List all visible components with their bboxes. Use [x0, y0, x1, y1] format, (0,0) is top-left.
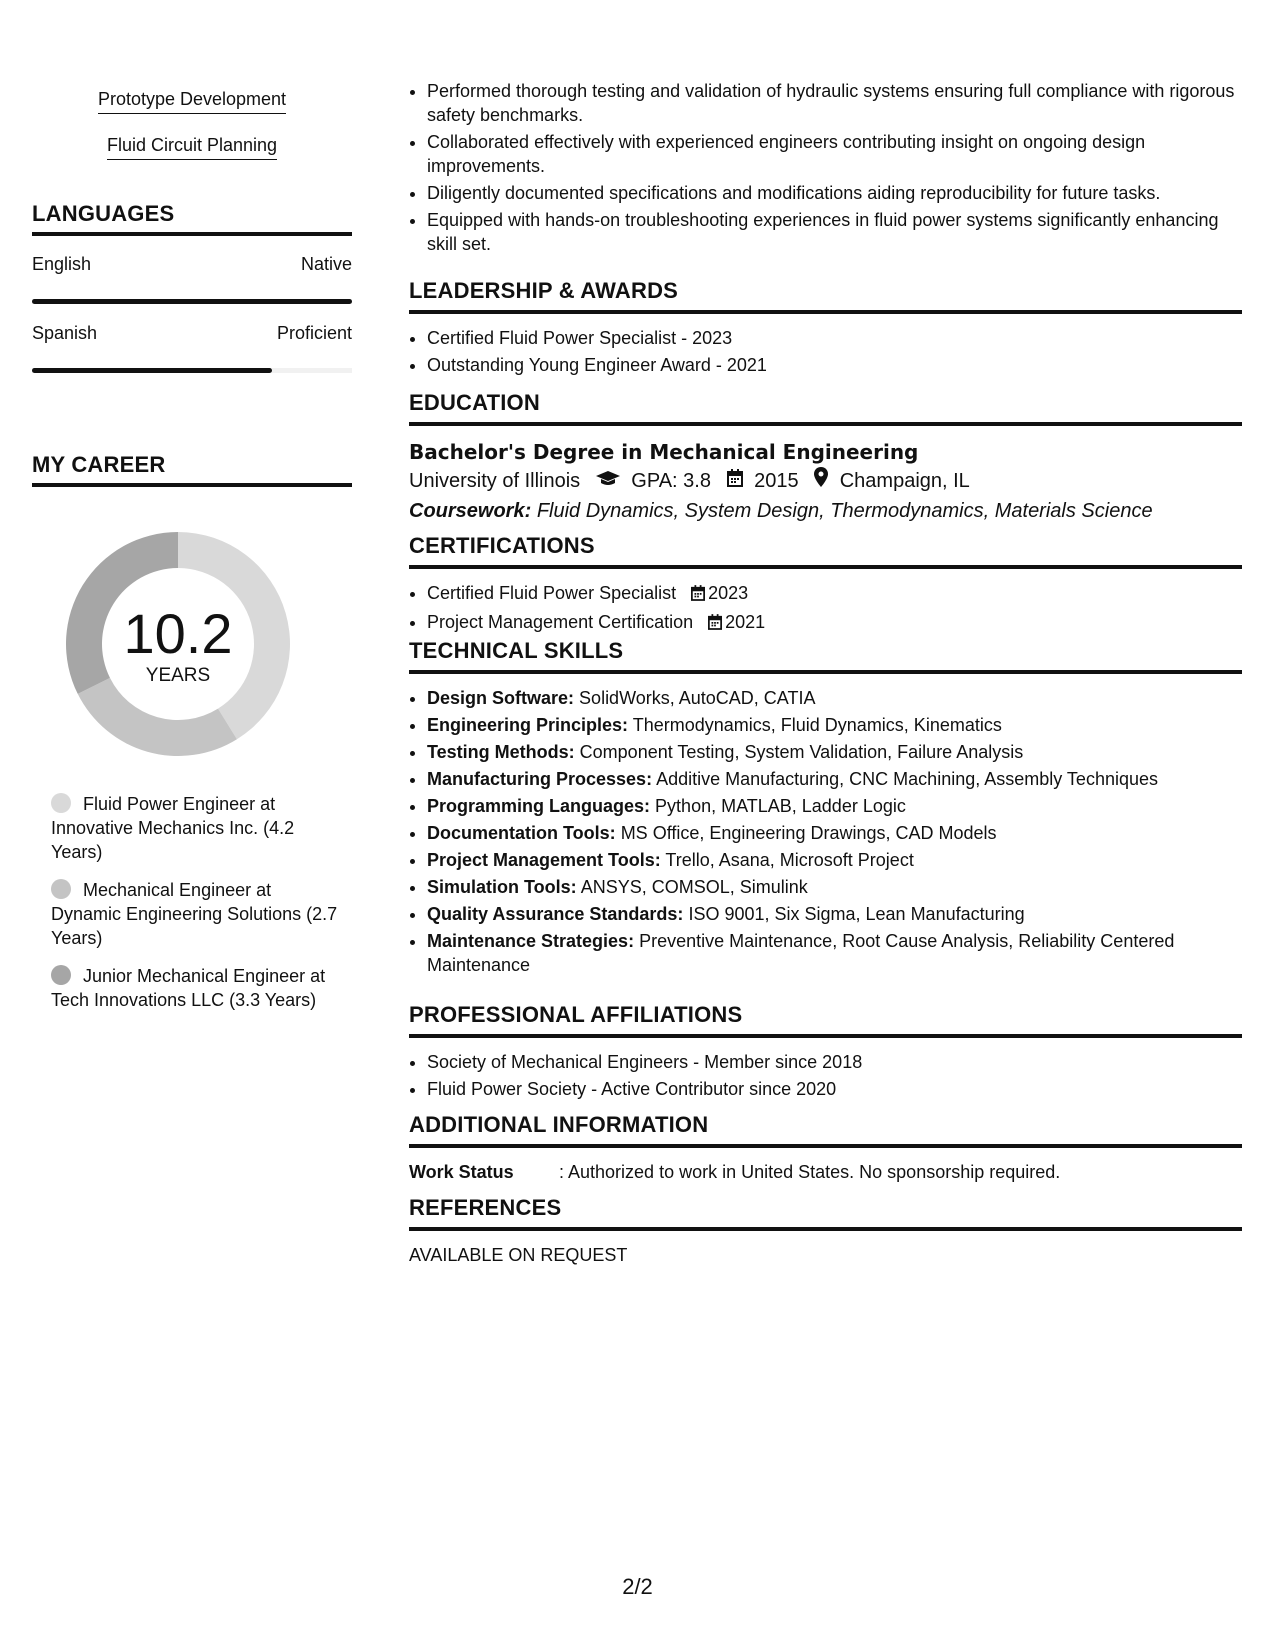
- language-name: Spanish: [32, 323, 98, 343]
- experience-bullets-section: [409, 79, 1242, 259]
- leadership-item: • Outstanding Young Engineer Award - 2021: [427, 353, 1242, 377]
- skill-category: Project Management Tools:: [427, 850, 661, 870]
- certification-year: 2023: [708, 583, 749, 603]
- work-status-value: : Authorized to work in United States. No sponsorship required.: [559, 1162, 1061, 1182]
- education-details: [409, 466, 1242, 496]
- education-degree: Bachelor's Degree in Mechanical Engineering: [409, 440, 919, 464]
- career-legend-dot: [51, 793, 71, 813]
- skill-category: Quality Assurance Standards:: [427, 904, 684, 924]
- donut-segment: [78, 678, 237, 756]
- career-item: [51, 964, 341, 1012]
- additional-info-heading: ADDITIONAL INFORMATION: [409, 1112, 1242, 1148]
- work-status-label: Work Status: [409, 1162, 514, 1182]
- calendar-icon: [727, 466, 743, 496]
- skill-category: Design Software:: [427, 688, 575, 708]
- language-bar: [32, 368, 352, 373]
- experience-bullet: • Equipped with hands-on troubleshooting experiences in fluid power systems significantly enhancing skill set.: [427, 208, 1242, 256]
- additional-info-section: [409, 1112, 1242, 1184]
- education-heading: EDUCATION: [409, 390, 1242, 426]
- technical-skill-item: [427, 848, 1242, 872]
- skill-values: Additive Manufacturing, CNC Machining, Assembly Techniques: [656, 769, 1158, 789]
- certification-date: [691, 583, 748, 603]
- experience-bullet-list: [409, 79, 1242, 256]
- references-section: [409, 1195, 1242, 1267]
- career-item-text: Fluid Power Engineer at Innovative Mechanics Inc. (4.2 Years): [51, 794, 295, 862]
- skill-tag: Prototype Development: [98, 88, 286, 114]
- career-legend-dot: [51, 879, 71, 899]
- career-legend-dot: [51, 965, 71, 985]
- education-section: [409, 390, 1242, 526]
- language-row: [32, 323, 352, 344]
- skill-tag: Fluid Circuit Planning: [107, 134, 277, 160]
- language-name: English: [32, 254, 92, 274]
- affiliations-heading: PROFESSIONAL AFFILIATIONS: [409, 1002, 1242, 1038]
- education-school: University of Illinois: [409, 470, 581, 492]
- language-level: Native: [300, 254, 352, 274]
- coursework-label: Coursework:: [409, 500, 532, 522]
- page-number: 2/2: [622, 1574, 653, 1599]
- skill-category: Manufacturing Processes:: [427, 769, 653, 789]
- technical-skill-item: [427, 929, 1242, 977]
- experience-bullet: • Collaborated effectively with experienced engineers contributing insight on ongoing design improvements.: [427, 130, 1242, 178]
- career-item: [51, 792, 341, 864]
- technical-skill-item: [427, 713, 1242, 737]
- affiliation-item: • Society of Mechanical Engineers - Member since 2018: [427, 1050, 1242, 1074]
- coursework-value: Fluid Dynamics, System Design, Thermodynamics, Materials Science: [536, 500, 1153, 522]
- education-year: 2015: [754, 470, 799, 492]
- technical-skill-item: [427, 875, 1242, 899]
- technical-skills-heading: TECHNICAL SKILLS: [409, 638, 1242, 674]
- skill-values: ISO 9001, Six Sigma, Lean Manufacturing: [688, 904, 1025, 924]
- career-item: [51, 878, 341, 950]
- certification-name: Project Management Certification: [427, 612, 694, 632]
- technical-skill-item: [427, 821, 1242, 845]
- certifications-list: [409, 581, 1242, 636]
- affiliations-section: [409, 1002, 1242, 1104]
- technical-skill-item: [427, 902, 1242, 926]
- technical-skills-section: [409, 638, 1242, 980]
- skill-values: Component Testing, System Validation, Failure Analysis: [579, 742, 1024, 762]
- education-location: Champaign, IL: [839, 470, 970, 492]
- certification-date: [708, 612, 765, 632]
- certification-year: 2021: [725, 612, 766, 632]
- skill-values: Preventive Maintenance, Root Cause Analysis, Reliability Centered Maintenance: [427, 931, 1175, 975]
- affiliations-list: [409, 1050, 1242, 1101]
- career-heading: MY CAREER: [32, 452, 352, 487]
- leadership-section: [409, 278, 1242, 380]
- skill-category: Testing Methods:: [427, 742, 575, 762]
- skill-values: Trello, Asana, Microsoft Project: [665, 850, 914, 870]
- calendar-icon: [708, 612, 722, 636]
- certifications-section: [409, 533, 1242, 639]
- language-bar-fill: [32, 368, 272, 373]
- skill-tags: [32, 88, 352, 180]
- technical-skill-item: [427, 686, 1242, 710]
- certifications-heading: CERTIFICATIONS: [409, 533, 1242, 569]
- skill-values: Python, MATLAB, Ladder Logic: [655, 796, 906, 816]
- skill-category: Programming Languages:: [427, 796, 651, 816]
- skill-category: Maintenance Strategies:: [427, 931, 635, 951]
- career-item-text: Junior Mechanical Engineer at Tech Innovations LLC (3.3 Years): [51, 966, 326, 1010]
- skill-category: Simulation Tools:: [427, 877, 577, 897]
- skill-category: Engineering Principles:: [427, 715, 629, 735]
- language-level: Proficient: [276, 323, 352, 343]
- experience-bullet: • Performed thorough testing and validation of hydraulic systems ensuring full compliance with rigorous safety benchmarks.: [427, 79, 1242, 127]
- career-donut-chart: [66, 532, 290, 756]
- career-total-unit: YEARS: [145, 665, 211, 686]
- skill-values: SolidWorks, AutoCAD, CATIA: [579, 688, 816, 708]
- certification-item: [427, 610, 1242, 636]
- certification-item: [427, 581, 1242, 607]
- technical-skill-item: [427, 794, 1242, 818]
- language-row: [32, 254, 352, 275]
- career-item-text: Mechanical Engineer at Dynamic Engineering Solutions (2.7 Years): [51, 880, 338, 948]
- skill-category: Documentation Tools:: [427, 823, 616, 843]
- education-coursework: [409, 496, 1242, 526]
- career-total-years: 10.2: [123, 602, 233, 665]
- leadership-heading: LEADERSHIP & AWARDS: [409, 278, 1242, 314]
- language-bar: [32, 299, 352, 304]
- technical-skill-item: [427, 740, 1242, 764]
- leadership-item: • Certified Fluid Power Specialist - 2023: [427, 326, 1242, 350]
- map-pin-icon: [814, 466, 828, 496]
- references-heading: REFERENCES: [409, 1195, 1242, 1231]
- graduation-cap-icon: [596, 466, 620, 496]
- technical-skills-list: [409, 686, 1242, 977]
- career-list: [51, 792, 341, 1026]
- languages-heading: LANGUAGES: [32, 201, 352, 236]
- affiliation-item: • Fluid Power Society - Active Contributor since 2020: [427, 1077, 1242, 1101]
- education-gpa: GPA: 3.8: [631, 470, 711, 492]
- skill-values: ANSYS, COMSOL, Simulink: [580, 877, 808, 897]
- references-text: AVAILABLE ON REQUEST: [409, 1245, 628, 1265]
- calendar-icon: [691, 583, 705, 607]
- leadership-list: [409, 326, 1242, 377]
- skill-values: MS Office, Engineering Drawings, CAD Models: [620, 823, 997, 843]
- experience-bullet: • Diligently documented specifications and modifications aiding reproducibility for future tasks.: [427, 181, 1242, 205]
- work-status-row: [409, 1160, 1242, 1184]
- language-bar-fill: [32, 299, 352, 304]
- certification-name: Certified Fluid Power Specialist: [427, 583, 677, 603]
- skill-values: Thermodynamics, Fluid Dynamics, Kinematics: [632, 715, 1002, 735]
- technical-skill-item: [427, 767, 1242, 791]
